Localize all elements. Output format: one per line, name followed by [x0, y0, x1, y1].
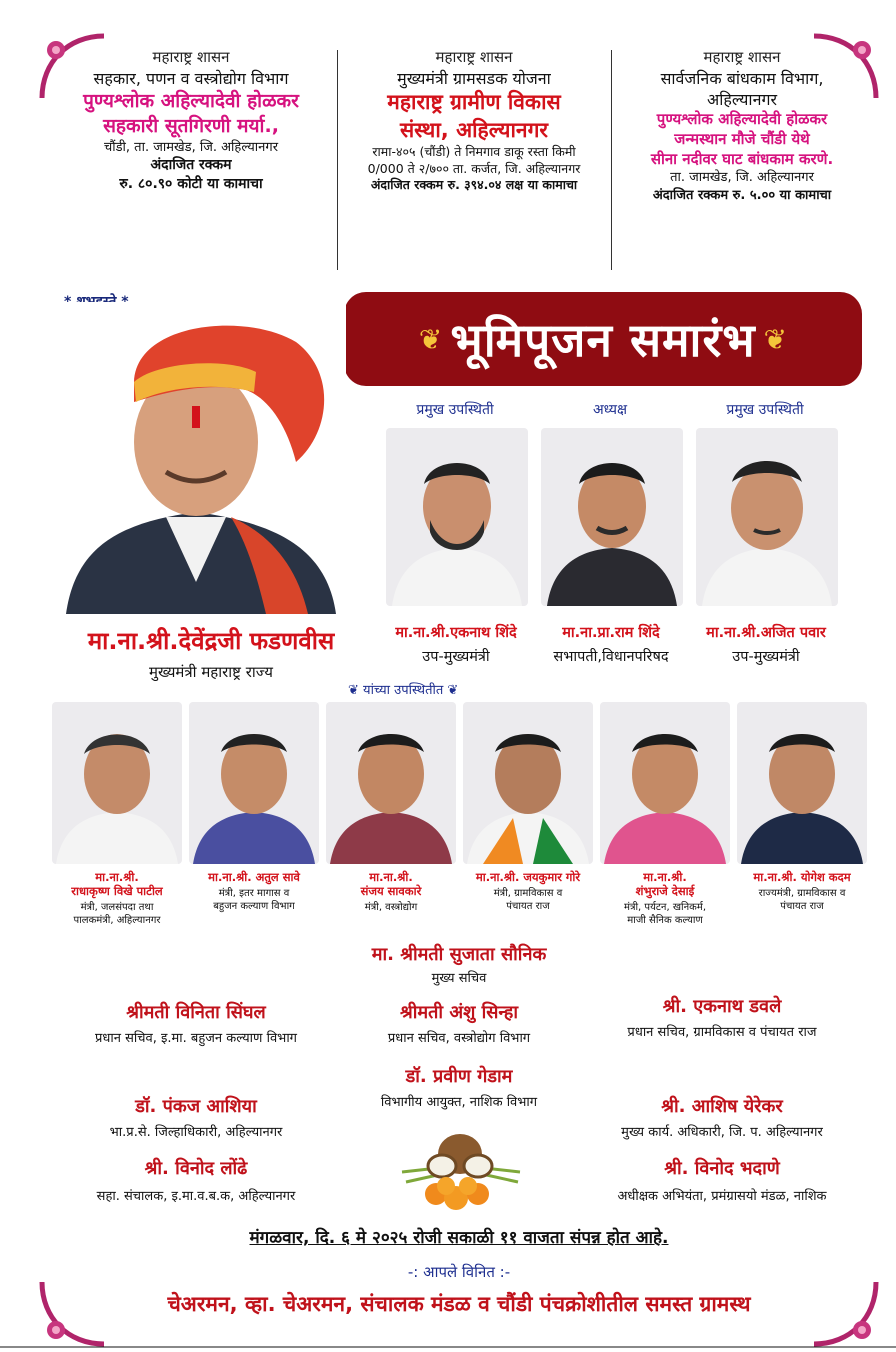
minister-name: मा.ना.श्री. राधाकृष्ण विखे पाटील [71, 870, 163, 899]
official-name: श्री. आशिष येरेकर [661, 1096, 783, 1117]
flourish-right-icon: ❦ [443, 683, 459, 698]
gov-label: महाराष्ट्र शासन [435, 48, 513, 66]
vinit-label: -: आपले विनित :- [407, 1263, 511, 1281]
official-name: श्री. विनोद लोंढे [144, 1158, 248, 1179]
leader-role: सभापती,विधानपरिषद [553, 649, 669, 665]
place-label: चौंडी, ता. जामखेड, जि. अहिल्यानगर [103, 140, 279, 156]
org-name-line1: पुण्यश्लोक अहिल्यादेवी होळकर [83, 89, 299, 112]
amount-value: अंदाजित रक्कम रु. ३९४.०४ लक्ष या कामाचा [370, 177, 578, 193]
minister-name: मा.ना.श्री. संजय सावकारे [360, 870, 422, 899]
minister-name: मा.ना.श्री. अतुल सावे [208, 870, 300, 884]
minister-name: मा.ना.श्री. शंभुराजे देसाई [635, 870, 695, 899]
official-role: प्रधान सचिव, इ.मा. बहुजन कल्याण विभाग [94, 1031, 298, 1046]
leader-name: मा.ना.श्री.अजित पवार [706, 625, 826, 641]
official-name: श्री. विनोद भदाणे [664, 1158, 780, 1179]
presence-text: यांच्या उपस्थितीत [363, 683, 444, 698]
work-line3: सीना नदीवर घाट बांधकाम करणे. [650, 149, 834, 168]
org-name-line2: संस्था, अहिल्यानगर [399, 117, 548, 142]
work-line1: पुण्यश्लोक अहिल्यादेवी होळकर [656, 110, 828, 129]
official-name: श्री. एकनाथ डवले [662, 996, 782, 1017]
gov-label: महाराष्ट्र शासन [152, 48, 230, 66]
official-name: श्रीमती अंशु सिन्हा [399, 1002, 519, 1023]
minister-role: मंत्री, जलसंपदा तथा पालकमंत्री, अहिल्यानगर [73, 902, 161, 926]
work-line1: रामा-४०५ (चौंडी) ते निमगाव डाकू रस्ता किमी [372, 144, 576, 160]
official-role: अधीक्षक अभियंता, प्रमंग्रासयो मंडळ, नाशिक [617, 1189, 827, 1204]
official-name: डॉ. पंकज आशिया [135, 1096, 257, 1117]
leader-label: अध्यक्ष [592, 402, 628, 418]
official-role: प्रधान सचिव, वस्त्रोद्योग विभाग [387, 1031, 531, 1046]
official-role: विभागीय आयुक्त, नाशिक विभाग [380, 1095, 538, 1110]
official-name: श्रीमती विनिता सिंघल [126, 1002, 266, 1023]
event-date: मंगळवार, दि. ६ मे २०२५ रोजी सकाळी ११ वाजता संपन्न होत आहे. [249, 1228, 669, 1248]
org-name-line1: महाराष्ट्र ग्रामीण विकास [387, 89, 561, 114]
official-role: मुख्य कार्य. अधिकारी, जि. प. अहिल्यानगर [621, 1125, 823, 1140]
amount-label: अंदाजित रक्कम [150, 157, 232, 174]
minister-name: मा.ना.श्री. योगेश कदम [753, 870, 851, 884]
official-role: सहा. संचालक, इ.मा.व.ब.क, अहिल्यानगर [96, 1189, 296, 1204]
scheme-label: मुख्यमंत्री ग्रामसडक योजना [397, 68, 551, 88]
work-line2: 0/000 ते २/७०० ता. कर्जत, जि. अहिल्यानगर [367, 160, 581, 176]
work-line2: जन्मस्थान मौजे चौंडी येथे [674, 129, 810, 148]
official-role: प्रधान सचिव, ग्रामविकास व पंचायत राज [627, 1025, 817, 1040]
flourish-left-icon: ❦ [348, 683, 364, 698]
minister-name: मा.ना.श्री. जयकुमार गोरे [475, 870, 581, 884]
leader-role: उप-मुख्यमंत्री [422, 649, 490, 665]
chief-secretary-name: मा. श्रीमती सुजाता सौनिक [371, 944, 547, 965]
leader-name: मा.ना.श्री.एकनाथ शिंदे [395, 625, 517, 641]
hosts-footer: चेअरमन, व्हा. चेअरमन, संचालक मंडळ व चौंडी पंचक्रोशीतील समस्त ग्रामस्थ [167, 1292, 751, 1316]
gov-label: महाराष्ट्र शासन [703, 48, 781, 66]
minister-role: मंत्री, वस्त्रोद्योग [364, 902, 418, 913]
amount-value: रु. ८०.९० कोटी या कामाचा [119, 175, 263, 192]
department-line2: अहिल्यानगर [706, 89, 778, 109]
chief-guest-role: मुख्यमंत्री महाराष्ट्र राज्य [148, 663, 274, 681]
place-label: ता. जामखेड, जि. अहिल्यानगर [670, 170, 814, 186]
chief-guest-name: मा.ना.श्री.देवेंद्रजी फडणवीस [87, 627, 335, 655]
minister-role: मंत्री, पर्यटन, खनिकर्म, माजी सैनिक कल्याण [623, 902, 707, 926]
minister-role: मंत्री, इतर मागास व बहुजन कल्याण विभाग [213, 888, 295, 912]
flourish-left-icon: ❦ [418, 322, 443, 356]
minister-role: मंत्री, ग्रामविकास व पंचायत राज [493, 888, 563, 912]
official-name: डॉ. प्रवीण गेडाम [405, 1066, 513, 1087]
org-name-line2: सहकारी सूतगिरणी मर्या., [103, 114, 279, 137]
leader-role: उप-मुख्यमंत्री [732, 649, 800, 665]
department-line1: सार्वजनिक बांधकाम विभाग, [660, 68, 824, 88]
leader-name: मा.ना.प्रा.राम शिंदे [562, 625, 660, 641]
event-title: भूमिपूजन समारंभ [450, 313, 756, 367]
minister-role: राज्यमंत्री, ग्रामविकास व पंचायत राज [758, 888, 846, 912]
leader-label: प्रमुख उपस्थिती [726, 402, 804, 418]
official-role: भा.प्र.से. जिल्हाधिकारी, अहिल्यानगर [109, 1125, 283, 1140]
flourish-right-icon: ❦ [763, 322, 788, 356]
chief-secretary-role: मुख्य सचिव [431, 971, 487, 986]
department-label: सहकार, पणन व वस्त्रोद्योग विभाग [93, 68, 289, 88]
leader-label: प्रमुख उपस्थिती [416, 402, 494, 418]
amount-value: अंदाजित रक्कम रु. ५.०० या कामाचा [652, 187, 832, 203]
